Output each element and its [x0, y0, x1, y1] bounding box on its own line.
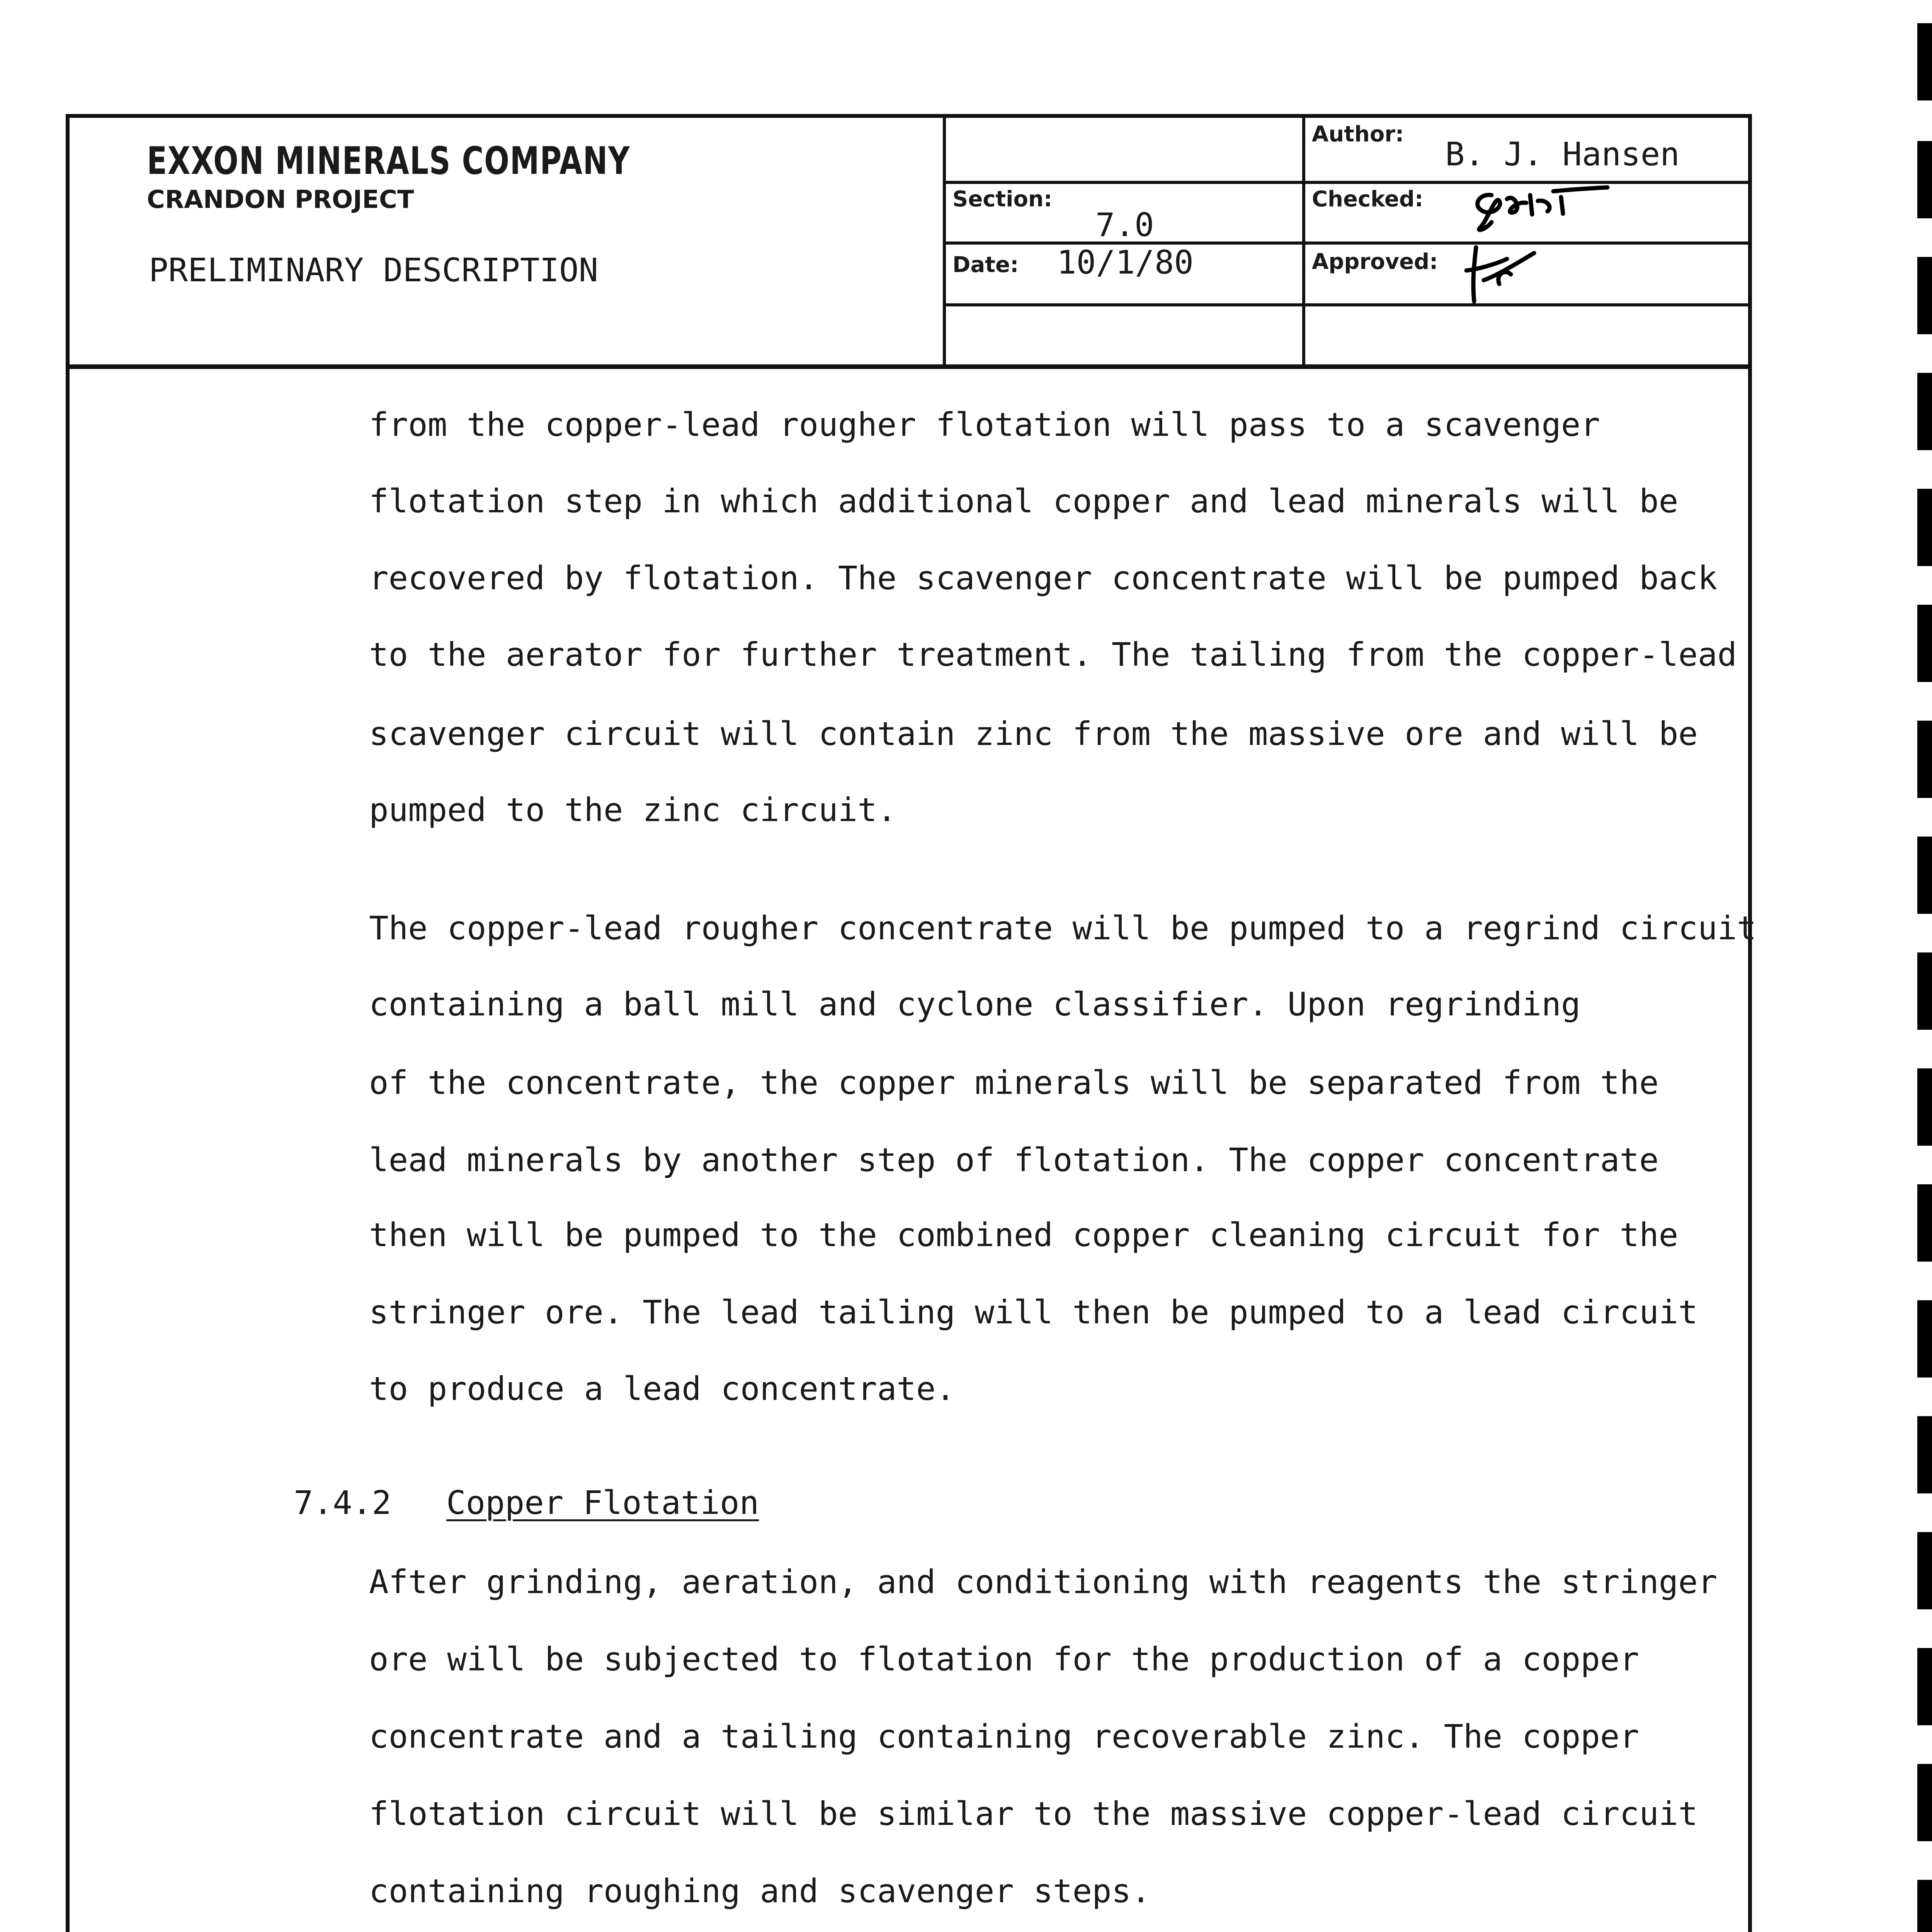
header-row-line: [943, 303, 1752, 306]
section-title: Copper Flotation: [446, 1484, 759, 1522]
binding-hole: [1917, 1532, 1932, 1609]
binding-hole: [1917, 837, 1932, 914]
date-label: Date:: [952, 252, 1019, 277]
body-text-line: concentrate and a tailing containing recoverable zinc. The copper: [369, 1718, 1639, 1755]
body-text-line: flotation step in which additional copper and lead minerals will be: [369, 482, 1679, 520]
section-value: 7.0: [1095, 206, 1154, 244]
approved-label: Approved:: [1312, 249, 1438, 274]
date-value: 10/1/80: [1057, 243, 1194, 281]
document-type: PRELIMINARY DESCRIPTION: [149, 251, 599, 289]
approved-signature: [1461, 238, 1553, 307]
body-text-line: The copper-lead rougher concentrate will be pumped to a regrind circuit: [369, 909, 1757, 947]
body-text-line: pumped to the zinc circuit.: [369, 791, 897, 829]
body-text-line: from the copper-lead rougher flotation will pass to a scavenger: [369, 406, 1600, 444]
body-text-line: recovered by flotation. The scavenger concentrate will be pumped back: [369, 559, 1718, 597]
binding-hole: [1917, 141, 1932, 218]
company-name: EXXON MINERALS COMPANY: [147, 139, 630, 183]
binding-hole: [1917, 257, 1932, 334]
document-header: [70, 118, 1748, 369]
body-text-line: lead minerals by another step of flotation. The copper concentrate: [369, 1141, 1659, 1179]
body-text-line: to the aerator for further treatment. The tailing from the copper-lead: [369, 636, 1737, 673]
author-label: Author:: [1312, 122, 1404, 147]
binding-hole: [1917, 952, 1932, 1030]
section-number: 7.4.2: [294, 1484, 391, 1522]
binding-hole: [1917, 1880, 1932, 1932]
binding-hole: [1917, 1416, 1932, 1493]
author-value: B. J. Hansen: [1445, 135, 1680, 173]
header-row-line: [943, 181, 1752, 184]
body-text-line: to produce a lead concentrate.: [369, 1370, 956, 1408]
body-text-line: then will be pumped to the combined copper cleaning circuit for the: [369, 1216, 1679, 1254]
body-text-line: containing roughing and scavenger steps.: [369, 1872, 1151, 1910]
binding-hole: [1917, 1648, 1932, 1725]
header-divider: [943, 118, 946, 364]
binding-hole: [1917, 1300, 1932, 1378]
body-text-line: scavenger circuit will contain zinc from the massive ore and will be: [369, 715, 1698, 753]
checked-signature: [1464, 184, 1611, 242]
body-text-line: ore will be subjected to flotation for the production of a copper: [369, 1640, 1639, 1678]
binding-hole: [1917, 1068, 1932, 1146]
body-text-line: After grinding, aeration, and conditioning with reagents the stringer: [369, 1563, 1718, 1601]
binding-hole: [1917, 605, 1932, 682]
binding-hole: [1917, 489, 1932, 566]
binding-hole: [1917, 1764, 1932, 1841]
body-text-line: stringer ore. The lead tailing will then be pumped to a lead circuit: [369, 1293, 1698, 1331]
body-text-line: flotation circuit will be similar to the massive copper-lead circuit: [369, 1795, 1698, 1833]
body-text-line: of the concentrate, the copper minerals will be separated from the: [369, 1064, 1659, 1102]
project-name: CRANDON PROJECT: [147, 185, 414, 214]
binding-hole: [1917, 721, 1932, 798]
binding-hole: [1917, 1184, 1932, 1262]
binding-hole: [1917, 373, 1932, 450]
page-frame: [66, 114, 1757, 1932]
header-divider: [1302, 118, 1305, 364]
body-text-line: containing a ball mill and cyclone classifier. Upon regrinding: [369, 985, 1581, 1023]
section-label: Section:: [952, 187, 1053, 212]
checked-label: Checked:: [1312, 187, 1423, 212]
binding-hole: [1917, 23, 1932, 100]
